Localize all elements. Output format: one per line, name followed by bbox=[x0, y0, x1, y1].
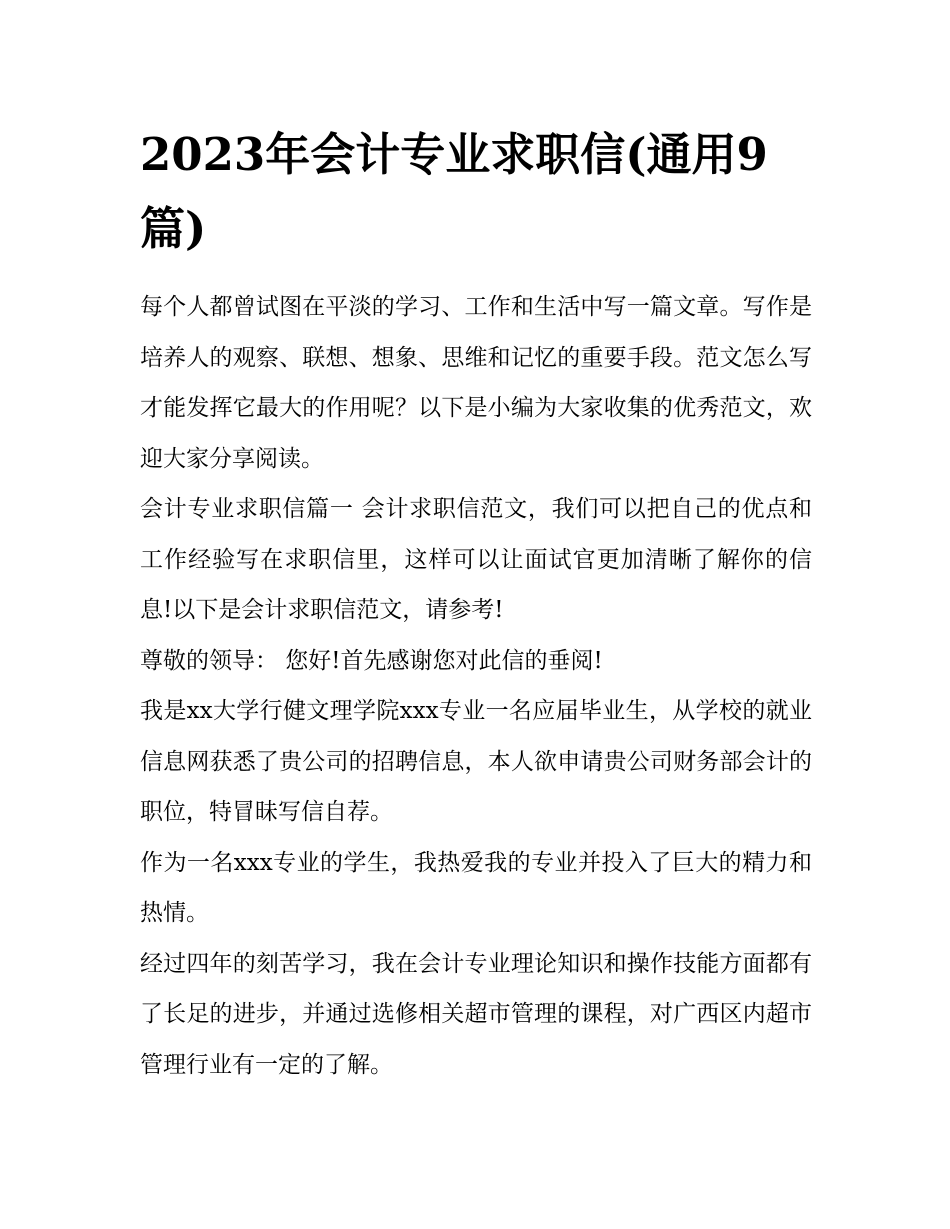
paragraph-greeting: 尊敬的领导： 您好!首先感谢您对此信的垂阅! bbox=[140, 647, 603, 674]
paragraph-intro: 每个人都曾试图在平淡的学习、工作和生活中写一篇文章。写作是培养人的观察、联想、想象、思维和记忆的重要手段。范文怎么写才能发挥它最大的作用呢？以下是小编为大家收集的优秀范文，欢迎大家分享阅读。 bbox=[140, 294, 812, 472]
document-title: 2023年会计专业求职信(通用9篇) bbox=[140, 128, 768, 255]
paragraph-study-progress: 经过四年的刻苦学习，我在会计专业理论知识和操作技能方面都有了长足的进步，并通过选修相关超市管理的课程，对广西区内超市管理行业有一定的了解。 bbox=[140, 950, 812, 1078]
document-content bbox=[140, 118, 812, 1090]
paragraph-letter-intro: 会计专业求职信篇一 会计求职信范文，我们可以把自己的优点和工作经验写在求职信里，这样可以让面试官更加清晰了解你的信息!以下是会计求职信范文，请参考! bbox=[140, 496, 812, 623]
paragraph-self-introduction: 我是xx大学行健文理学院xxx专业一名应届毕业生，从学校的就业信息网获悉了贵公司的招聘信息，本人欲申请贵公司财务部会计的职位，特冒昧写信自荐。 bbox=[140, 698, 812, 825]
document-body bbox=[140, 282, 812, 1090]
paragraph-major-passion: 作为一名xxx专业的学生，我热爱我的专业并投入了巨大的精力和热情。 bbox=[140, 849, 812, 926]
